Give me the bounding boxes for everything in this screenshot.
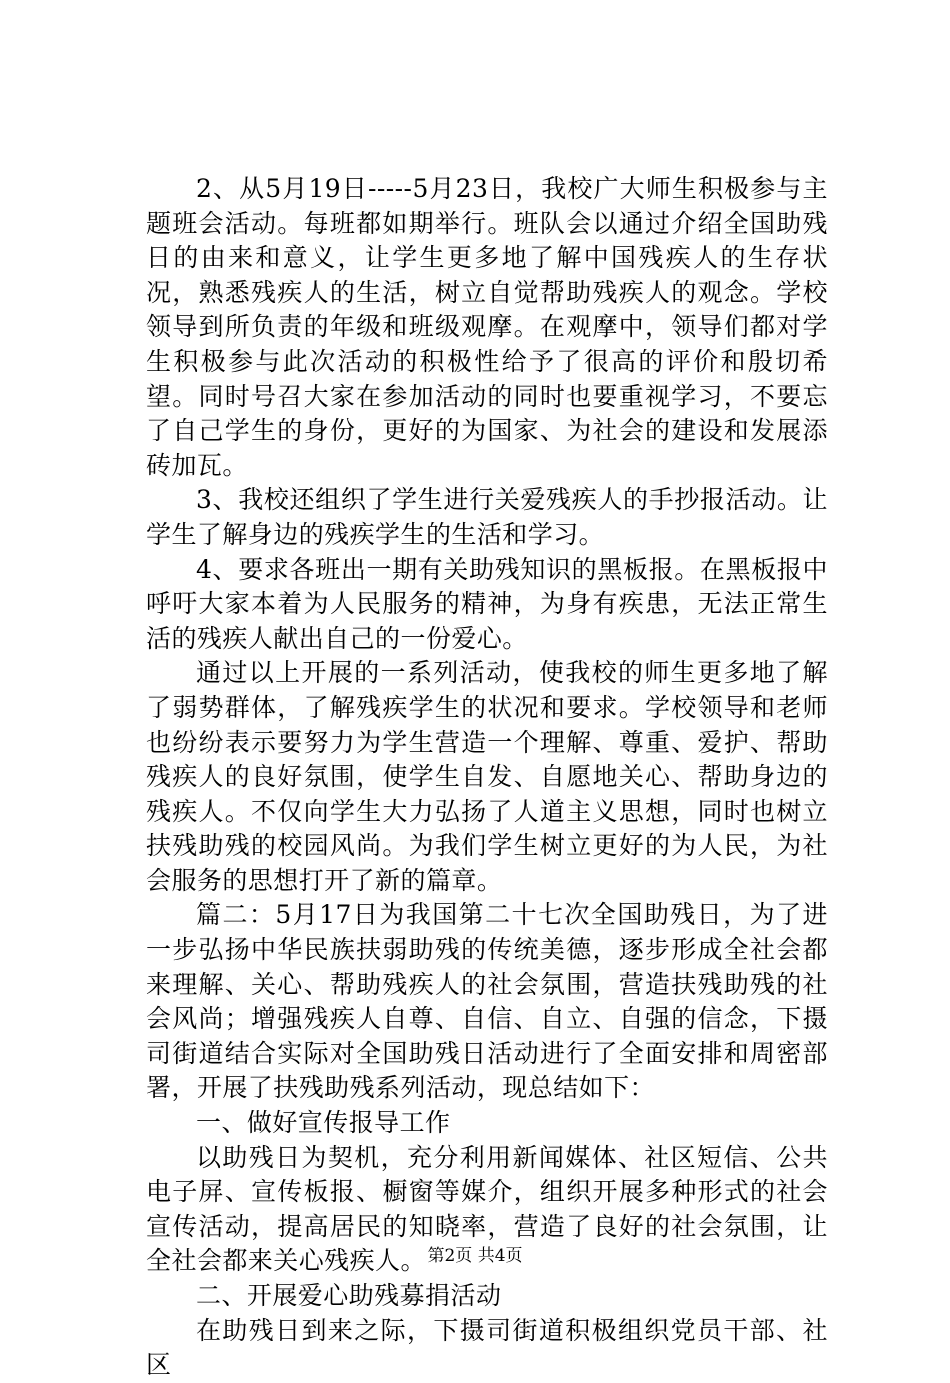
paragraph-activity-4: 4、要求各班出一期有关助残知识的黑板报。在黑板报中呼吁大家本着为人民服务的精神，为身有疾患，无法正常生活的残疾人献出自己的一份爱心。	[146, 554, 828, 653]
paragraph-part-two-intro: 篇二：5月17日为我国第二十七次全国助残日，为了进一步弘扬中华民族扶弱助残的传统美德，逐步形成全社会都来理解、关心、帮助残疾人的社会氛围，营造扶残助残的社会风尚；增强残疾人自尊、自信、自立、自强的信念，下摄司街道结合实际对全国助残日活动进行了全面安排和周密部署，开展了扶残助残系列活动，现总结如下：	[146, 900, 828, 1103]
paragraph-publicity: 以助残日为契机，充分利用新闻媒体、社区短信、公共电子屏、宣传板报、橱窗等媒介，组织开展多种形式的社会宣传活动，提高居民的知晓率，营造了良好的社会氛围，让全社会都来关心残疾人。	[146, 1142, 828, 1276]
section-heading-donation: 二、开展爱心助残募捐活动	[196, 1281, 502, 1310]
paragraph-summary: 通过以上开展的一系列活动，使我校的师生更多地了解了弱势群体，了解残疾学生的状况和要求。学校领导和老师也纷纷表示要努力为学生营造一个理解、尊重、爱护、帮助残疾人的良好氛围，使学生自发、自愿地关心、帮助身边的残疾人。不仅向学生大力弘扬了人道主义思想，同时也树立扶残助残的校园风尚。为我们学生树立更好的为人民，为社会服务的思想打开了新的篇章。	[146, 658, 828, 895]
document-body	[146, 172, 828, 1383]
page-number-footer: 第2页 共4页	[427, 1246, 523, 1266]
paragraph-activity-3: 3、我校还组织了学生进行关爱残疾人的手抄报活动。让学生了解身边的残疾学生的生活和学习。	[146, 485, 828, 549]
paragraph-donation: 在助残日到来之际，下摄司街道积极组织党员干部、社区	[146, 1315, 828, 1380]
section-heading-publicity: 一、做好宣传报导工作	[196, 1108, 451, 1138]
paragraph-activity-2: 2、从5月19日-----5月23日，我校广大师生积极参与主题班会活动。每班都如期举行。班队会以通过介绍全国助残日的由来和意义，让学生更多地了解中国残疾人的生存状况，熟悉残疾人的生活，树立自觉帮助残疾人的观念。学校领导到所负责的年级和班级观摩。在观摩中，领导们都对学生积极参与此次活动的积极性给予了很高的评价和殷切希望。同时号召大家在参加活动的同时也要重视学习，不要忘了自己学生的身份，更好的为国家、为社会的建设和发展添砖加瓦。	[146, 174, 828, 480]
